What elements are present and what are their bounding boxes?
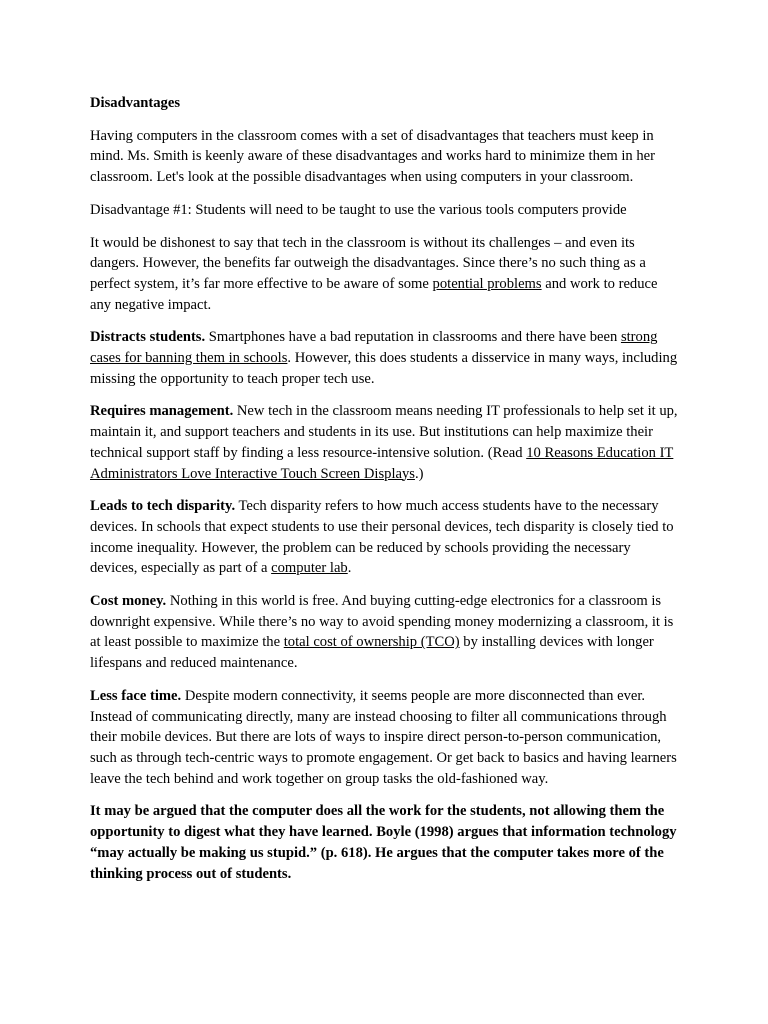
paragraph-text: Nothing in this world is free. And buying cutting-edge electronics for a classroom is downright expensive. While there’s no way to avoid spending money modernizing a classroom, it is at least possible to maximize the <box>90 593 674 651</box>
paragraph-text: .) <box>414 465 424 482</box>
distracts-students-paragraph <box>90 327 678 389</box>
section-heading: Disadvantages <box>90 95 181 111</box>
paragraph-text: Smartphones have a bad reputation in classrooms and there have been <box>205 329 621 346</box>
less-face-time-paragraph <box>90 686 678 790</box>
banning-phones-link[interactable]: strong cases for banning them in schools <box>90 329 658 367</box>
cost-money-paragraph <box>90 591 678 674</box>
argued-paragraph: It may be argued that the computer does all the work for the students, not allowing them the opportunity to digest what they have learned. Boyle (1998) argues that information technology “may actually be making us stupid.” (p. 618). He argues that the computer takes more of the thinking process out of students. <box>90 803 677 882</box>
paragraph-text: and work to reduce any negative impact. <box>90 275 658 313</box>
requires-management-paragraph <box>90 401 678 484</box>
paragraph-label: Less face time. <box>90 687 182 704</box>
paragraph-text: by installing devices with longer lifespans and reduced maintenance. <box>90 634 654 672</box>
tco-link[interactable]: total cost of ownership (TCO) <box>283 634 460 651</box>
dishonest-paragraph <box>90 233 678 316</box>
paragraph-text: New tech in the classroom means needing IT professionals to help set it up, maintain it, and support teachers and students in its use. But institutions can help maximize their technical support staff by finding a less resource-intensive solution. (Read <box>90 403 678 461</box>
paragraph-label: Cost money. <box>90 593 167 610</box>
paragraph-text: It would be dishonest to say that tech in the classroom is without its challenges – and even its dangers. However, the benefits far outweigh the disadvantages. Since there’s no such thing as a perfect system, it’s far more effective to be aware of some <box>90 234 646 292</box>
paragraph-label: Leads to tech disparity. <box>90 498 236 515</box>
paragraph-label: Distracts students. <box>90 329 206 346</box>
paragraph-text: . <box>347 560 352 577</box>
paragraph-label: Requires management. <box>90 403 234 420</box>
intro-paragraph: Having computers in the classroom comes with a set of disadvantages that teachers must keep in mind. Ms. Smith is keenly aware of these disadvantages and works hard to minimize them in her classroom. Let's look at the possible disadvantages when using computers in your classroom. <box>90 127 655 186</box>
touch-screen-displays-link[interactable]: 10 Reasons Education IT Administrators Love Interactive Touch Screen Displays <box>90 444 674 482</box>
tech-disparity-paragraph <box>90 496 678 579</box>
disadvantage-1-paragraph: Disadvantage #1: Students will need to be taught to use the various tools computers provide <box>90 201 627 218</box>
paragraph-text: Tech disparity refers to how much access students have to the necessary devices. In schools that expect students to use their personal devices, tech disparity is closely tied to income inequality. However, the problem can be reduced by schools providing the necessary devices, especially as part of a <box>90 498 674 577</box>
computer-lab-link[interactable]: computer lab <box>271 560 348 577</box>
potential-problems-link[interactable]: potential problems <box>432 275 542 292</box>
paragraph-text: Despite modern connectivity, it seems people are more disconnected than ever. Instead of communicating directly, many are instead choosing to filter all communications through their mobile devices. But there are lots of ways to inspire direct person-to-person communication, such as through tech-centric ways to promote engagement. Or get back to basics and having learners leave the tech behind and work together on group tasks the old-fashioned way. <box>90 687 677 787</box>
paragraph-text: . However, this does students a disservice in many ways, including missing the opportunity to teach proper tech use. <box>90 350 678 387</box>
